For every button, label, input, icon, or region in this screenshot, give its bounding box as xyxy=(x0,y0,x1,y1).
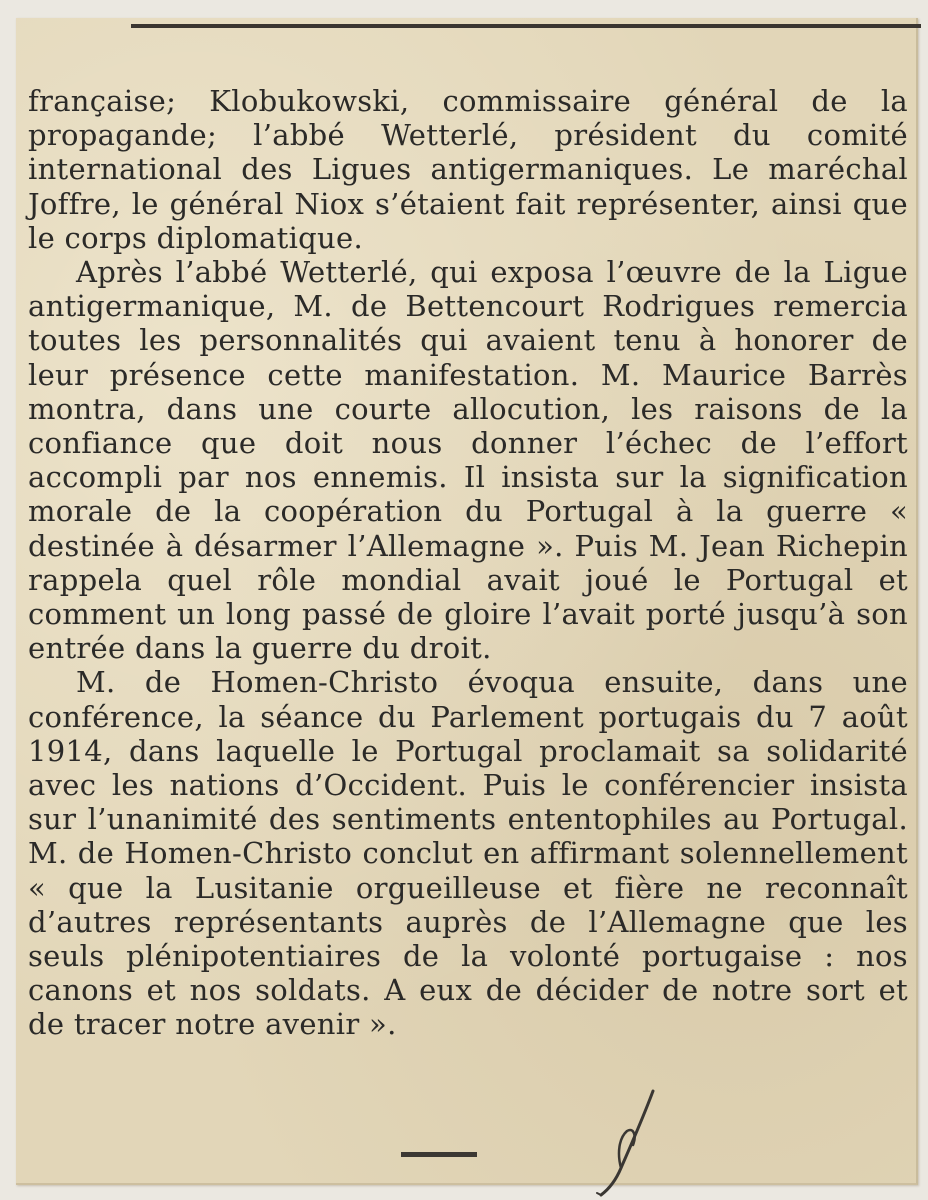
top-rule xyxy=(131,24,921,28)
newspaper-clipping xyxy=(16,18,918,1185)
paragraph-2: Après l’abbé Wetterlé, qui exposa l’œuvre de la Ligue antigermanique, M. de Bettencourt Rodrigues remercia toutes les personnalités qui avaient tenu à honorer de leur présence cette manifestation. M. Maurice Barrès montra, dans une courte allocution, les raisons de la confiance que doit nous donner l’échec de l’effort accompli par nos ennemis. Il insista sur la signification morale de la coopération du Portugal à la guerre « destinée à désarmer l’Allemagne ». Puis M. Jean Richepin rappela quel rôle mondial avait joué le Portugal et comment un long passé de gloire l’avait porté jusqu’à son entrée dans la guerre du droit. xyxy=(28,255,908,666)
paragraph-1: française; Klobukowski, commissaire général de la propagande; l’abbé Wetterlé, président du comité international des Ligues antigermaniques. Le maréchal Joffre, le général Niox s’étaient fait représenter, ainsi que le corps diplomatique. xyxy=(28,84,908,255)
article-text xyxy=(28,84,908,1042)
paragraph-3: M. de Homen-Christo évoqua ensuite, dans une conférence, la séance du Parlement portugais du 7 août 1914, dans laquelle le Portugal proclamait sa solidarité avec les nations d’Occident. Puis le conférencier insista sur l’unanimité des sentiments ententophiles au Portugal. M. de Homen-Christo conclut en affirmant solennellement « que la Lusitanie orgueilleuse et fière ne reconnaît d’autres représentants auprès de l’Allemagne que les seuls plénipotentiaires de la volonté portugaise : nos canons et nos soldats. A eux de décider de notre sort et de tracer notre avenir ». xyxy=(28,665,908,1042)
pencil-annotation-icon xyxy=(591,1083,671,1198)
end-rule xyxy=(401,1152,477,1157)
